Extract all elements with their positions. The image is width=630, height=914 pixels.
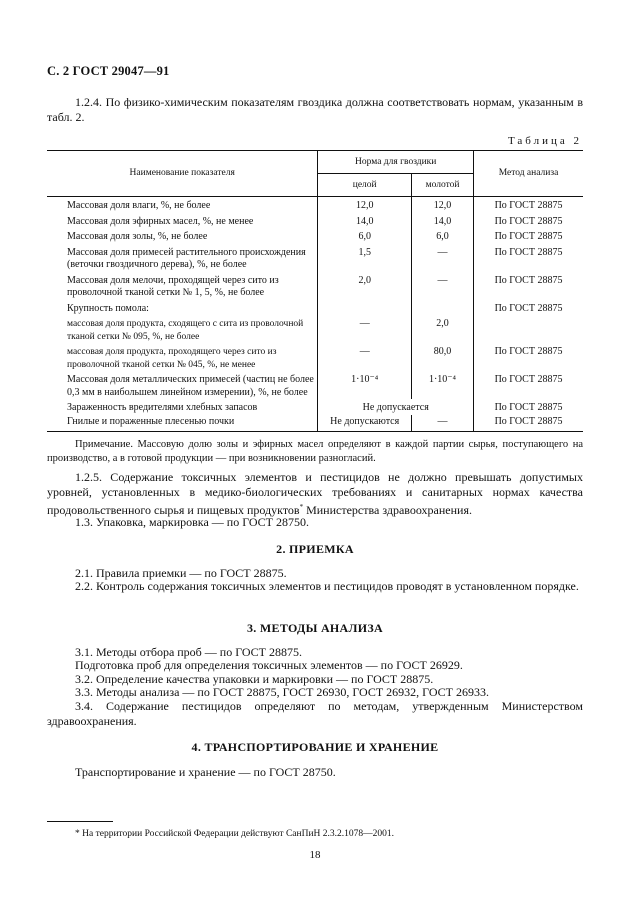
section-4-title: 4. ТРАНСПОРТИРОВАНИЕ И ХРАНЕНИЕ bbox=[191, 740, 439, 754]
footnote-divider bbox=[47, 821, 113, 822]
row-ground: — bbox=[412, 415, 474, 432]
footnote-marker: * bbox=[299, 503, 304, 511]
page-number: 18 bbox=[309, 849, 321, 861]
row-method: По ГОСТ 28875 bbox=[474, 343, 583, 371]
row-ground: 14,0 bbox=[412, 213, 474, 229]
row-ground: — bbox=[412, 244, 474, 272]
table-row bbox=[47, 228, 583, 244]
paragraph-3-1-b: Подготовка проб для определения токсичных элементов — по ГОСТ 26929. bbox=[75, 658, 463, 672]
paragraph-1-2-5-text: 1.2.5. Содержание токсичных элементов и пестицидов не должно превышать допустимых уровней, установленных в медико-биологических требованиях и санитарных нормах качества продовольственного сырья и пищевых продуктов bbox=[47, 470, 583, 517]
table-row bbox=[47, 415, 583, 432]
row-whole bbox=[318, 300, 412, 316]
row-method: По ГОСТ 28875 bbox=[474, 197, 583, 213]
row-name: Массовая доля примесей растительного происхождения (веточки гвоздичного дерева), %, не более bbox=[67, 246, 306, 270]
table-row bbox=[47, 315, 583, 343]
paragraph-2-2: 2.2. Контроль содержания токсичных элементов и пестицидов проводят в установленном порядке. bbox=[75, 579, 579, 593]
row-method: По ГОСТ 28875 bbox=[474, 371, 583, 399]
paragraph-3-1: 3.1. Методы отбора проб — по ГОСТ 28875. bbox=[75, 645, 302, 659]
table-row bbox=[47, 343, 583, 371]
paragraph-1-2-5-tail: Министерства здравоохранения. bbox=[303, 503, 472, 517]
col-header-name: Наименование показателя bbox=[47, 151, 318, 197]
row-ground: 1·10⁻⁴ bbox=[412, 371, 474, 399]
paragraph-2-1: 2.1. Правила приемки — по ГОСТ 28875. bbox=[75, 566, 287, 580]
col-header-ground: молотой bbox=[412, 174, 474, 197]
row-name: Массовая доля мелочи, проходящей через сито из проволочной тканой сетки № 1, 5, %, не более bbox=[67, 274, 279, 298]
paragraph-4: Транспортирование и хранение — по ГОСТ 28750. bbox=[75, 765, 336, 779]
row-ground: — bbox=[412, 272, 474, 300]
row-method: По ГОСТ 28875 bbox=[474, 300, 583, 316]
paragraph-3-3: 3.3. Методы анализа — по ГОСТ 28875, ГОСТ 26930, ГОСТ 26932, ГОСТ 26933. bbox=[75, 685, 489, 699]
paragraph-3-4: 3.4. Содержание пестицидов определяют по методам, утвержденным Министерством здравоохранения. bbox=[47, 699, 583, 728]
row-name: Гнилые и пораженные плесенью почки bbox=[47, 415, 318, 432]
row-method bbox=[474, 315, 583, 343]
row-method: По ГОСТ 28875 bbox=[474, 244, 583, 272]
row-name: Массовая доля золы, %, не более bbox=[67, 231, 208, 242]
col-header-whole: целой bbox=[318, 174, 412, 197]
row-ground: 80,0 bbox=[412, 343, 474, 371]
row-name: массовая доля продукта, проходящего через сито из проволочной тканой сетки № 045, %, не менее bbox=[67, 347, 277, 370]
row-name: Зараженность вредителями хлебных запасов bbox=[67, 402, 258, 413]
row-method: По ГОСТ 28875 bbox=[474, 228, 583, 244]
row-ground: 2,0 bbox=[412, 315, 474, 343]
row-whole: 1,5 bbox=[318, 244, 412, 272]
row-ground: 12,0 bbox=[412, 197, 474, 213]
col-header-method: Метод анализа bbox=[474, 151, 583, 197]
intro-paragraph: 1.2.4. По физико-химическим показателям гвоздика должна соответствовать нормам, указанным в табл. 2. bbox=[47, 95, 583, 124]
footnote: * На территории Российской Федерации действуют СанПиН 2.3.2.1078—2001. bbox=[75, 829, 395, 839]
row-whole: 6,0 bbox=[318, 228, 412, 244]
section-2-title: 2. ПРИЕМКА bbox=[276, 542, 354, 556]
row-merged-norm: Не допускается bbox=[318, 399, 474, 415]
row-whole: 12,0 bbox=[318, 197, 412, 213]
row-whole: — bbox=[318, 315, 412, 343]
paragraph-1-3: 1.3. Упаковка, маркировка — по ГОСТ 28750. bbox=[75, 515, 309, 529]
table-row bbox=[47, 213, 583, 229]
row-whole: — bbox=[318, 343, 412, 371]
col-header-norm: Норма для гвоздики bbox=[318, 151, 474, 174]
row-method: По ГОСТ 28875 bbox=[474, 399, 583, 415]
table-note: Примечание. Массовую долю золы и эфирных масел определяют в каждой партии сырья, поступающего на производство, а в готовой продукции — при возникновении разногласий. bbox=[47, 439, 583, 464]
row-whole: 2,0 bbox=[318, 272, 412, 300]
row-name: Массовая доля влаги, %, не более bbox=[47, 197, 318, 213]
row-name: Крупность помола: bbox=[67, 302, 149, 314]
paragraph-3-2: 3.2. Определение качества упаковки и маркировки — по ГОСТ 28875. bbox=[75, 672, 434, 686]
row-name: массовая доля продукта, сходящего с сита из проволочной тканой сетки № 095, %, не более bbox=[67, 319, 304, 342]
row-name: Массовая доля эфирных масел, %, не менее bbox=[67, 215, 254, 227]
table-row bbox=[47, 371, 583, 399]
row-name: Массовая доля металлических примесей (частиц не более 0,3 мм в наибольшем линейном измерении), %, не более bbox=[67, 374, 314, 398]
row-method: По ГОСТ 28875 bbox=[474, 213, 583, 229]
table-row bbox=[47, 244, 583, 272]
paragraph-1-2-5 bbox=[47, 470, 583, 518]
row-method: По ГОСТ 28875 bbox=[474, 272, 583, 300]
row-ground bbox=[412, 300, 474, 316]
row-ground: 6,0 bbox=[412, 228, 474, 244]
quality-table bbox=[47, 150, 583, 432]
table-row bbox=[47, 272, 583, 300]
table-row bbox=[47, 197, 583, 213]
table-caption: Таблица 2 bbox=[507, 135, 582, 147]
section-3-title: 3. МЕТОДЫ АНАЛИЗА bbox=[247, 621, 383, 635]
row-whole: 14,0 bbox=[318, 213, 412, 229]
row-method: По ГОСТ 28875 bbox=[474, 415, 583, 432]
table-row bbox=[47, 300, 583, 316]
row-whole: 1·10⁻⁴ bbox=[318, 371, 412, 399]
row-whole: Не допускаются bbox=[318, 415, 412, 432]
table-row bbox=[47, 399, 583, 415]
page-header: С. 2 ГОСТ 29047—91 bbox=[47, 64, 170, 78]
